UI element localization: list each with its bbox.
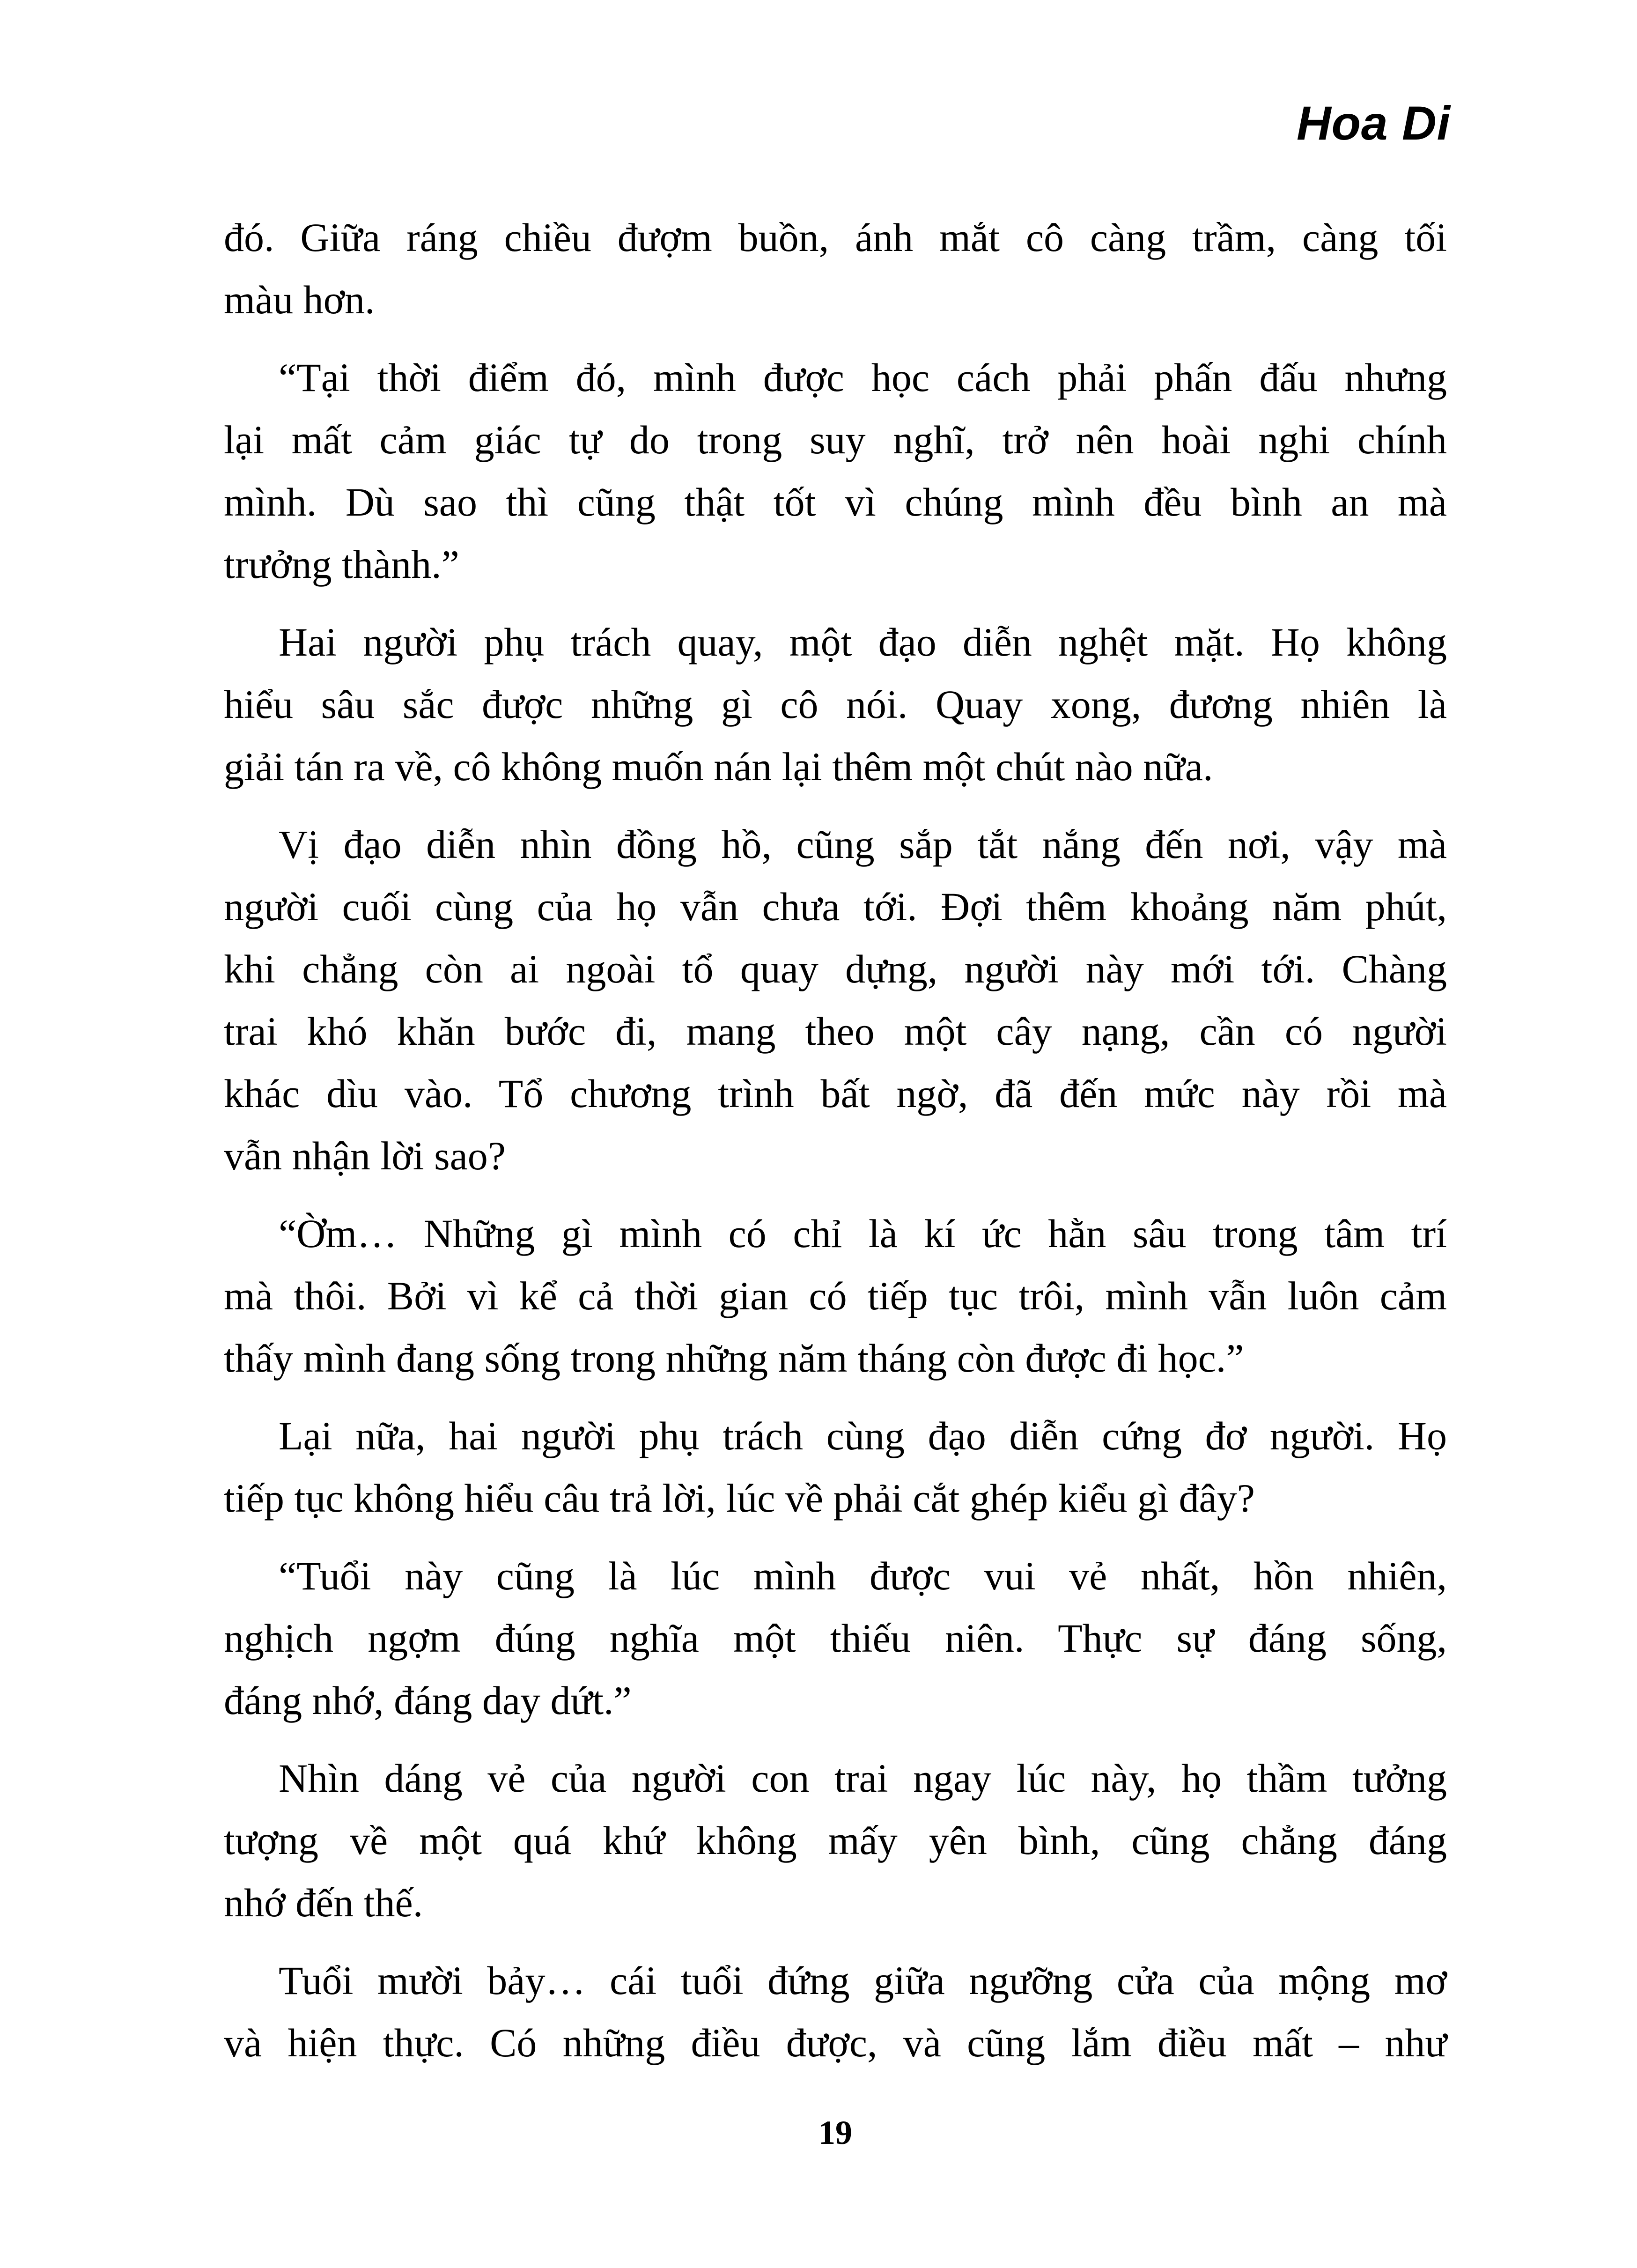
text-line: khác dìu vào. Tổ chương trình bất ngờ, đã đến mức này rồi mà: [224, 1071, 1447, 1116]
page-number: 19: [818, 2114, 852, 2151]
paragraph: [224, 611, 1447, 798]
text-line: giải tán ra về, cô không muốn nán lại thêm một chút nào nữa.: [224, 744, 1213, 789]
text-line: “Ờm… Những gì mình có chỉ là kí ức hằn sâu trong tâm trí: [279, 1211, 1447, 1256]
running-header: Hoa Di: [1296, 96, 1451, 150]
text-line: lại mất cảm giác tự do trong suy nghĩ, trở nên hoài nghi chính: [224, 417, 1447, 462]
paragraph: [224, 347, 1447, 596]
text-line: người cuối cùng của họ vẫn chưa tới. Đợi thêm khoảng năm phút,: [224, 884, 1447, 929]
text-line: “Tuổi này cũng là lúc mình được vui vẻ nhất, hồn nhiên,: [279, 1553, 1447, 1598]
text-line: thấy mình đang sống trong những năm tháng còn được đi học.”: [224, 1336, 1244, 1381]
paragraph: [224, 1950, 1447, 2074]
text-line: Tuổi mười bảy… cái tuổi đứng giữa ngưỡng cửa của mộng mơ: [279, 1958, 1447, 2003]
text-line: Nhìn dáng vẻ của người con trai ngay lúc này, họ thầm tưởng: [279, 1756, 1447, 1801]
body-text: [224, 207, 1447, 2074]
paragraph: [224, 1405, 1447, 1529]
text-line: màu hơn.: [224, 277, 375, 322]
text-line: trưởng thành.”: [224, 542, 459, 587]
paragraph: [224, 1747, 1447, 1934]
text-line: Hai người phụ trách quay, một đạo diễn nghệt mặt. Họ không: [279, 620, 1447, 665]
text-line: đó. Giữa ráng chiều đượm buồn, ánh mắt cô càng trầm, càng tối: [224, 215, 1447, 260]
paragraph: [224, 1203, 1447, 1389]
text-line: hiểu sâu sắc được những gì cô nói. Quay xong, đương nhiên là: [224, 682, 1447, 727]
paragraph: [224, 1545, 1447, 1732]
text-line: mà thôi. Bởi vì kể cả thời gian có tiếp tục trôi, mình vẫn luôn cảm: [224, 1273, 1447, 1318]
text-line: khi chẳng còn ai ngoài tổ quay dựng, người này mới tới. Chàng: [224, 946, 1447, 991]
text-line: Vị đạo diễn nhìn đồng hồ, cũng sắp tắt nắng đến nơi, vậy mà: [279, 822, 1447, 867]
text-line: và hiện thực. Có những điều được, và cũng lắm điều mất – như: [224, 2020, 1447, 2065]
text-line: mình. Dù sao thì cũng thật tốt vì chúng mình đều bình an mà: [224, 480, 1447, 525]
text-line: trai khó khăn bước đi, mang theo một cây nạng, cần có người: [224, 1009, 1447, 1054]
text-line: vẫn nhận lời sao?: [224, 1133, 506, 1178]
paragraph: [224, 207, 1447, 331]
text-line: đáng nhớ, đáng day dứt.”: [224, 1678, 632, 1723]
text-line: Lại nữa, hai người phụ trách cùng đạo diễn cứng đơ người. Họ: [279, 1413, 1447, 1458]
text-line: “Tại thời điểm đó, mình được học cách phải phấn đấu nhưng: [279, 355, 1447, 400]
text-line: tượng về một quá khứ không mấy yên bình, cũng chẳng đáng: [224, 1818, 1447, 1863]
paragraph: [224, 813, 1447, 1187]
text-line: tiếp tục không hiểu câu trả lời, lúc về phải cắt ghép kiểu gì đây?: [224, 1476, 1255, 1521]
text-line: nhớ đến thế.: [224, 1880, 423, 1925]
text-line: nghịch ngợm đúng nghĩa một thiếu niên. Thực sự đáng sống,: [224, 1616, 1447, 1661]
